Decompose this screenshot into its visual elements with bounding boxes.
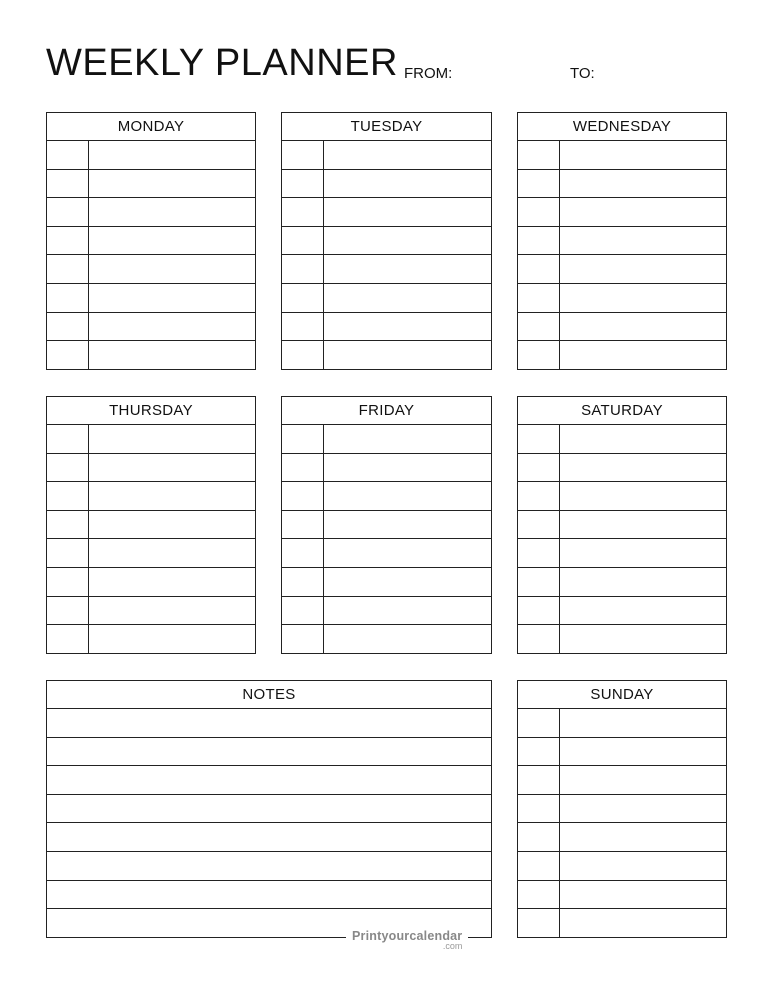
task-cell xyxy=(560,284,726,312)
notes-box xyxy=(46,680,492,938)
task-cell xyxy=(560,511,726,539)
page-title: WEEKLY PLANNER xyxy=(46,42,398,84)
planner-row xyxy=(282,568,491,597)
time-cell xyxy=(47,170,89,198)
planner-row xyxy=(518,823,726,852)
planner-row xyxy=(282,227,491,256)
task-cell xyxy=(89,170,255,198)
time-cell xyxy=(282,568,324,596)
time-cell xyxy=(282,511,324,539)
planner-row xyxy=(282,284,491,313)
day-header-wednesday: WEDNESDAY xyxy=(518,113,726,141)
task-cell xyxy=(324,141,491,169)
time-cell xyxy=(282,539,324,567)
time-cell xyxy=(518,482,560,510)
task-cell xyxy=(89,313,255,341)
planner-row xyxy=(282,341,491,370)
time-cell xyxy=(47,141,89,169)
task-cell xyxy=(324,284,491,312)
task-cell xyxy=(324,454,491,482)
notes-line xyxy=(47,766,491,795)
task-cell xyxy=(89,568,255,596)
time-cell xyxy=(282,454,324,482)
planner-row xyxy=(518,341,726,370)
task-cell xyxy=(560,597,726,625)
planner-row xyxy=(47,597,255,626)
task-cell xyxy=(560,454,726,482)
task-cell xyxy=(560,313,726,341)
task-cell xyxy=(89,141,255,169)
time-cell xyxy=(282,597,324,625)
time-cell xyxy=(518,454,560,482)
planner-row xyxy=(518,482,726,511)
time-cell xyxy=(47,511,89,539)
time-cell xyxy=(47,284,89,312)
note-cell xyxy=(47,881,491,909)
planner-row xyxy=(518,255,726,284)
task-cell xyxy=(560,539,726,567)
task-cell xyxy=(560,482,726,510)
task-cell xyxy=(324,313,491,341)
planner-row xyxy=(282,425,491,454)
day-header-friday: FRIDAY xyxy=(282,397,491,425)
planner-row xyxy=(282,539,491,568)
planner-row xyxy=(518,909,726,938)
planner-row xyxy=(47,341,255,370)
planner-row xyxy=(518,766,726,795)
time-cell xyxy=(518,141,560,169)
time-cell xyxy=(282,170,324,198)
time-cell xyxy=(282,284,324,312)
day-box-friday xyxy=(281,396,492,654)
planner-row xyxy=(518,170,726,199)
note-cell xyxy=(47,852,491,880)
time-cell xyxy=(518,709,560,737)
task-cell xyxy=(89,341,255,370)
planner-row xyxy=(518,568,726,597)
note-cell xyxy=(47,709,491,737)
task-cell xyxy=(324,625,491,654)
planner-row xyxy=(47,141,255,170)
task-cell xyxy=(324,255,491,283)
planner-row xyxy=(47,284,255,313)
task-cell xyxy=(89,198,255,226)
time-cell xyxy=(47,568,89,596)
time-cell xyxy=(518,227,560,255)
task-cell xyxy=(89,539,255,567)
planner-row xyxy=(518,709,726,738)
time-cell xyxy=(282,198,324,226)
planner-row xyxy=(282,482,491,511)
time-cell xyxy=(47,597,89,625)
task-cell xyxy=(324,482,491,510)
planner-row xyxy=(518,198,726,227)
note-cell xyxy=(47,738,491,766)
planner-row xyxy=(518,625,726,654)
time-cell xyxy=(47,425,89,453)
planner-row xyxy=(282,511,491,540)
planner-row xyxy=(282,454,491,483)
task-cell xyxy=(89,482,255,510)
notes-header: NOTES xyxy=(47,681,491,709)
time-cell xyxy=(47,625,89,654)
day-header-saturday: SATURDAY xyxy=(518,397,726,425)
time-cell xyxy=(282,625,324,654)
time-cell xyxy=(47,482,89,510)
planner-row xyxy=(47,482,255,511)
brand-name: Printyourcalendar xyxy=(352,929,463,943)
planner-row xyxy=(518,141,726,170)
planner-row xyxy=(282,313,491,342)
task-cell xyxy=(89,511,255,539)
day-box-sunday xyxy=(517,680,727,938)
planner-row xyxy=(47,227,255,256)
time-cell xyxy=(518,341,560,370)
day-box-tuesday xyxy=(281,112,492,370)
task-cell xyxy=(560,909,726,938)
task-cell xyxy=(324,170,491,198)
task-cell xyxy=(560,141,726,169)
time-cell xyxy=(518,255,560,283)
planner-row xyxy=(47,425,255,454)
task-cell xyxy=(560,709,726,737)
time-cell xyxy=(518,738,560,766)
time-cell xyxy=(518,425,560,453)
time-cell xyxy=(47,539,89,567)
task-cell xyxy=(560,795,726,823)
time-cell xyxy=(518,313,560,341)
time-cell xyxy=(47,454,89,482)
day-box-thursday xyxy=(46,396,256,654)
task-cell xyxy=(560,170,726,198)
planner-row xyxy=(47,255,255,284)
planner-row xyxy=(282,141,491,170)
planner-row xyxy=(518,284,726,313)
day-header-sunday: SUNDAY xyxy=(518,681,726,709)
note-cell xyxy=(47,795,491,823)
task-cell xyxy=(324,511,491,539)
notes-line xyxy=(47,881,491,910)
time-cell xyxy=(282,255,324,283)
from-label: FROM: xyxy=(404,65,453,82)
task-cell xyxy=(89,625,255,654)
notes-line xyxy=(47,738,491,767)
day-header-tuesday: TUESDAY xyxy=(282,113,491,141)
task-cell xyxy=(560,766,726,794)
time-cell xyxy=(47,341,89,370)
brand-suffix: .com xyxy=(442,941,463,951)
planner-row xyxy=(518,795,726,824)
planner-row xyxy=(282,597,491,626)
time-cell xyxy=(518,823,560,851)
time-cell xyxy=(47,313,89,341)
day-header-thursday: THURSDAY xyxy=(47,397,255,425)
planner-row xyxy=(47,454,255,483)
time-cell xyxy=(282,341,324,370)
time-cell xyxy=(47,227,89,255)
task-cell xyxy=(560,198,726,226)
time-cell xyxy=(518,625,560,654)
planner-row xyxy=(518,597,726,626)
time-cell xyxy=(518,198,560,226)
time-cell xyxy=(282,313,324,341)
task-cell xyxy=(89,454,255,482)
planner-row xyxy=(47,625,255,654)
time-cell xyxy=(282,482,324,510)
time-cell xyxy=(518,170,560,198)
task-cell xyxy=(324,227,491,255)
task-cell xyxy=(89,255,255,283)
task-cell xyxy=(324,341,491,370)
time-cell xyxy=(518,909,560,938)
task-cell xyxy=(560,255,726,283)
task-cell xyxy=(560,625,726,654)
time-cell xyxy=(518,511,560,539)
task-cell xyxy=(560,425,726,453)
task-cell xyxy=(89,425,255,453)
planner-row xyxy=(282,625,491,654)
task-cell xyxy=(324,597,491,625)
planner-row xyxy=(518,454,726,483)
task-cell xyxy=(560,823,726,851)
planner-row xyxy=(518,738,726,767)
time-cell xyxy=(518,568,560,596)
time-cell xyxy=(282,227,324,255)
planner-row xyxy=(47,568,255,597)
task-cell xyxy=(324,539,491,567)
planner-row xyxy=(47,511,255,540)
planner-row xyxy=(518,539,726,568)
day-header-monday: MONDAY xyxy=(47,113,255,141)
notes-line xyxy=(47,823,491,852)
planner-row xyxy=(47,313,255,342)
time-cell xyxy=(518,852,560,880)
task-cell xyxy=(560,227,726,255)
time-cell xyxy=(518,795,560,823)
time-cell xyxy=(282,425,324,453)
planner-row xyxy=(518,881,726,910)
notes-line xyxy=(47,709,491,738)
time-cell xyxy=(518,881,560,909)
planner-row xyxy=(518,425,726,454)
day-box-wednesday xyxy=(517,112,727,370)
planner-row xyxy=(518,511,726,540)
task-cell xyxy=(89,227,255,255)
task-cell xyxy=(324,198,491,226)
task-cell xyxy=(89,284,255,312)
brand-logo xyxy=(346,929,468,951)
planner-row xyxy=(47,539,255,568)
task-cell xyxy=(560,881,726,909)
note-cell xyxy=(47,823,491,851)
planner-row xyxy=(282,255,491,284)
task-cell xyxy=(324,425,491,453)
planner-row xyxy=(282,198,491,227)
task-cell xyxy=(89,597,255,625)
time-cell xyxy=(518,597,560,625)
task-cell xyxy=(560,568,726,596)
task-cell xyxy=(560,852,726,880)
day-box-saturday xyxy=(517,396,727,654)
planner-row xyxy=(47,170,255,199)
planner-row xyxy=(518,227,726,256)
time-cell xyxy=(47,255,89,283)
time-cell xyxy=(518,539,560,567)
planner-row xyxy=(518,313,726,342)
planner-row xyxy=(518,852,726,881)
task-cell xyxy=(560,738,726,766)
day-box-monday xyxy=(46,112,256,370)
notes-line xyxy=(47,852,491,881)
task-cell xyxy=(560,341,726,370)
to-label: TO: xyxy=(570,65,595,82)
notes-line xyxy=(47,795,491,824)
planner-row xyxy=(47,198,255,227)
time-cell xyxy=(282,141,324,169)
planner-row xyxy=(282,170,491,199)
time-cell xyxy=(518,766,560,794)
note-cell xyxy=(47,766,491,794)
task-cell xyxy=(324,568,491,596)
time-cell xyxy=(518,284,560,312)
time-cell xyxy=(47,198,89,226)
